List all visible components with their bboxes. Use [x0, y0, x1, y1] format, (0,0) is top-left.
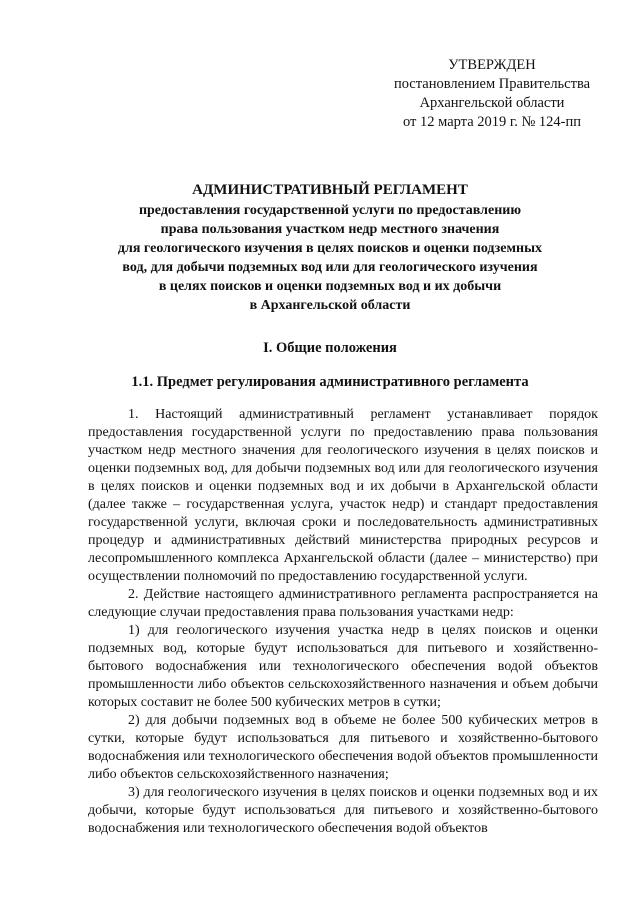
approval-date-number: от 12 марта 2019 г. № 124-пп [402, 114, 582, 130]
document-title-line: в Архангельской области [249, 298, 411, 313]
list-item: 2) для добычи подземных вод в объеме не более 500 кубических метров в сутки, которые будут использоваться для питьевого и хозяйственно-бытового водоснабжения или технологического обеспечения водой объектов промышленности либо объектов сельскохозяйственного назначения; [88, 713, 598, 782]
subsection-heading: 1.1. Предмет регулирования административного регламента [131, 374, 529, 390]
document-body [88, 406, 598, 838]
document-title-line: в целях поисков и оценки подземных вод и их добычи [158, 279, 502, 294]
approval-region: Архангельской области [419, 95, 565, 111]
document-title-line: предоставления государственной услуги по предоставлению [138, 203, 522, 218]
list-item: 3) для геологического изучения в целях поисков и оценки подземных вод и их добычи, которые будут использоваться для питьевого и хозяйственно-бытового водоснабжения или технологического обеспечения водой объектов [88, 785, 598, 836]
document-title-line: права пользования участком недр местного значения [160, 222, 500, 237]
document-title-main: АДМИНИСТРАТИВНЫЙ РЕГЛАМЕНТ [192, 182, 468, 198]
paragraph: 2. Действие настоящего административного регламента распространяется на следующие случаи предоставления права пользования участками недр: [88, 587, 598, 620]
list-item: 1) для геологического изучения участка недр в целях поисков и оценки подземных вод, которые будут использоваться для питьевого и хозяйственно-бытового водоснабжения или технологического обеспечения водой объектов промышленности либо объектов сельскохозяйственного назначения и объем добычи которых составит не более 500 кубических метров в сутки; [88, 623, 598, 710]
approval-stamp [372, 56, 612, 132]
document-title-line: вод, для добычи подземных вод или для геологического изучения [122, 260, 538, 275]
approval-issuer: постановлением Правительства [393, 76, 591, 92]
document-title-line: для геологического изучения в целях поисков и оценки подземных [117, 241, 543, 256]
approval-title: УТВЕРЖДЕН [448, 57, 536, 73]
paragraph: 1. Настоящий административный регламент устанавливает порядок предоставления государственной услуги по предоставлению права пользования участком недр местного значения для геологического изучения в целях поисков и оценки подземных вод, для добычи подземных вод или для геологического изучения в целях поисков и оценки подземных вод и их добычи в Архангельской области (далее также – государственная услуга, участок недр) и стандарт предоставления государственной услуги, включая сроки и последовательность административных процедур и административных действий министерства природных ресурсов и лесопромышленного комплекса Архангельской области (далее – министерство) при осуществлении полномочий по предоставлению государственной услуги. [88, 407, 598, 584]
section-heading: I. Общие положения [263, 340, 397, 356]
document-title [60, 180, 600, 315]
